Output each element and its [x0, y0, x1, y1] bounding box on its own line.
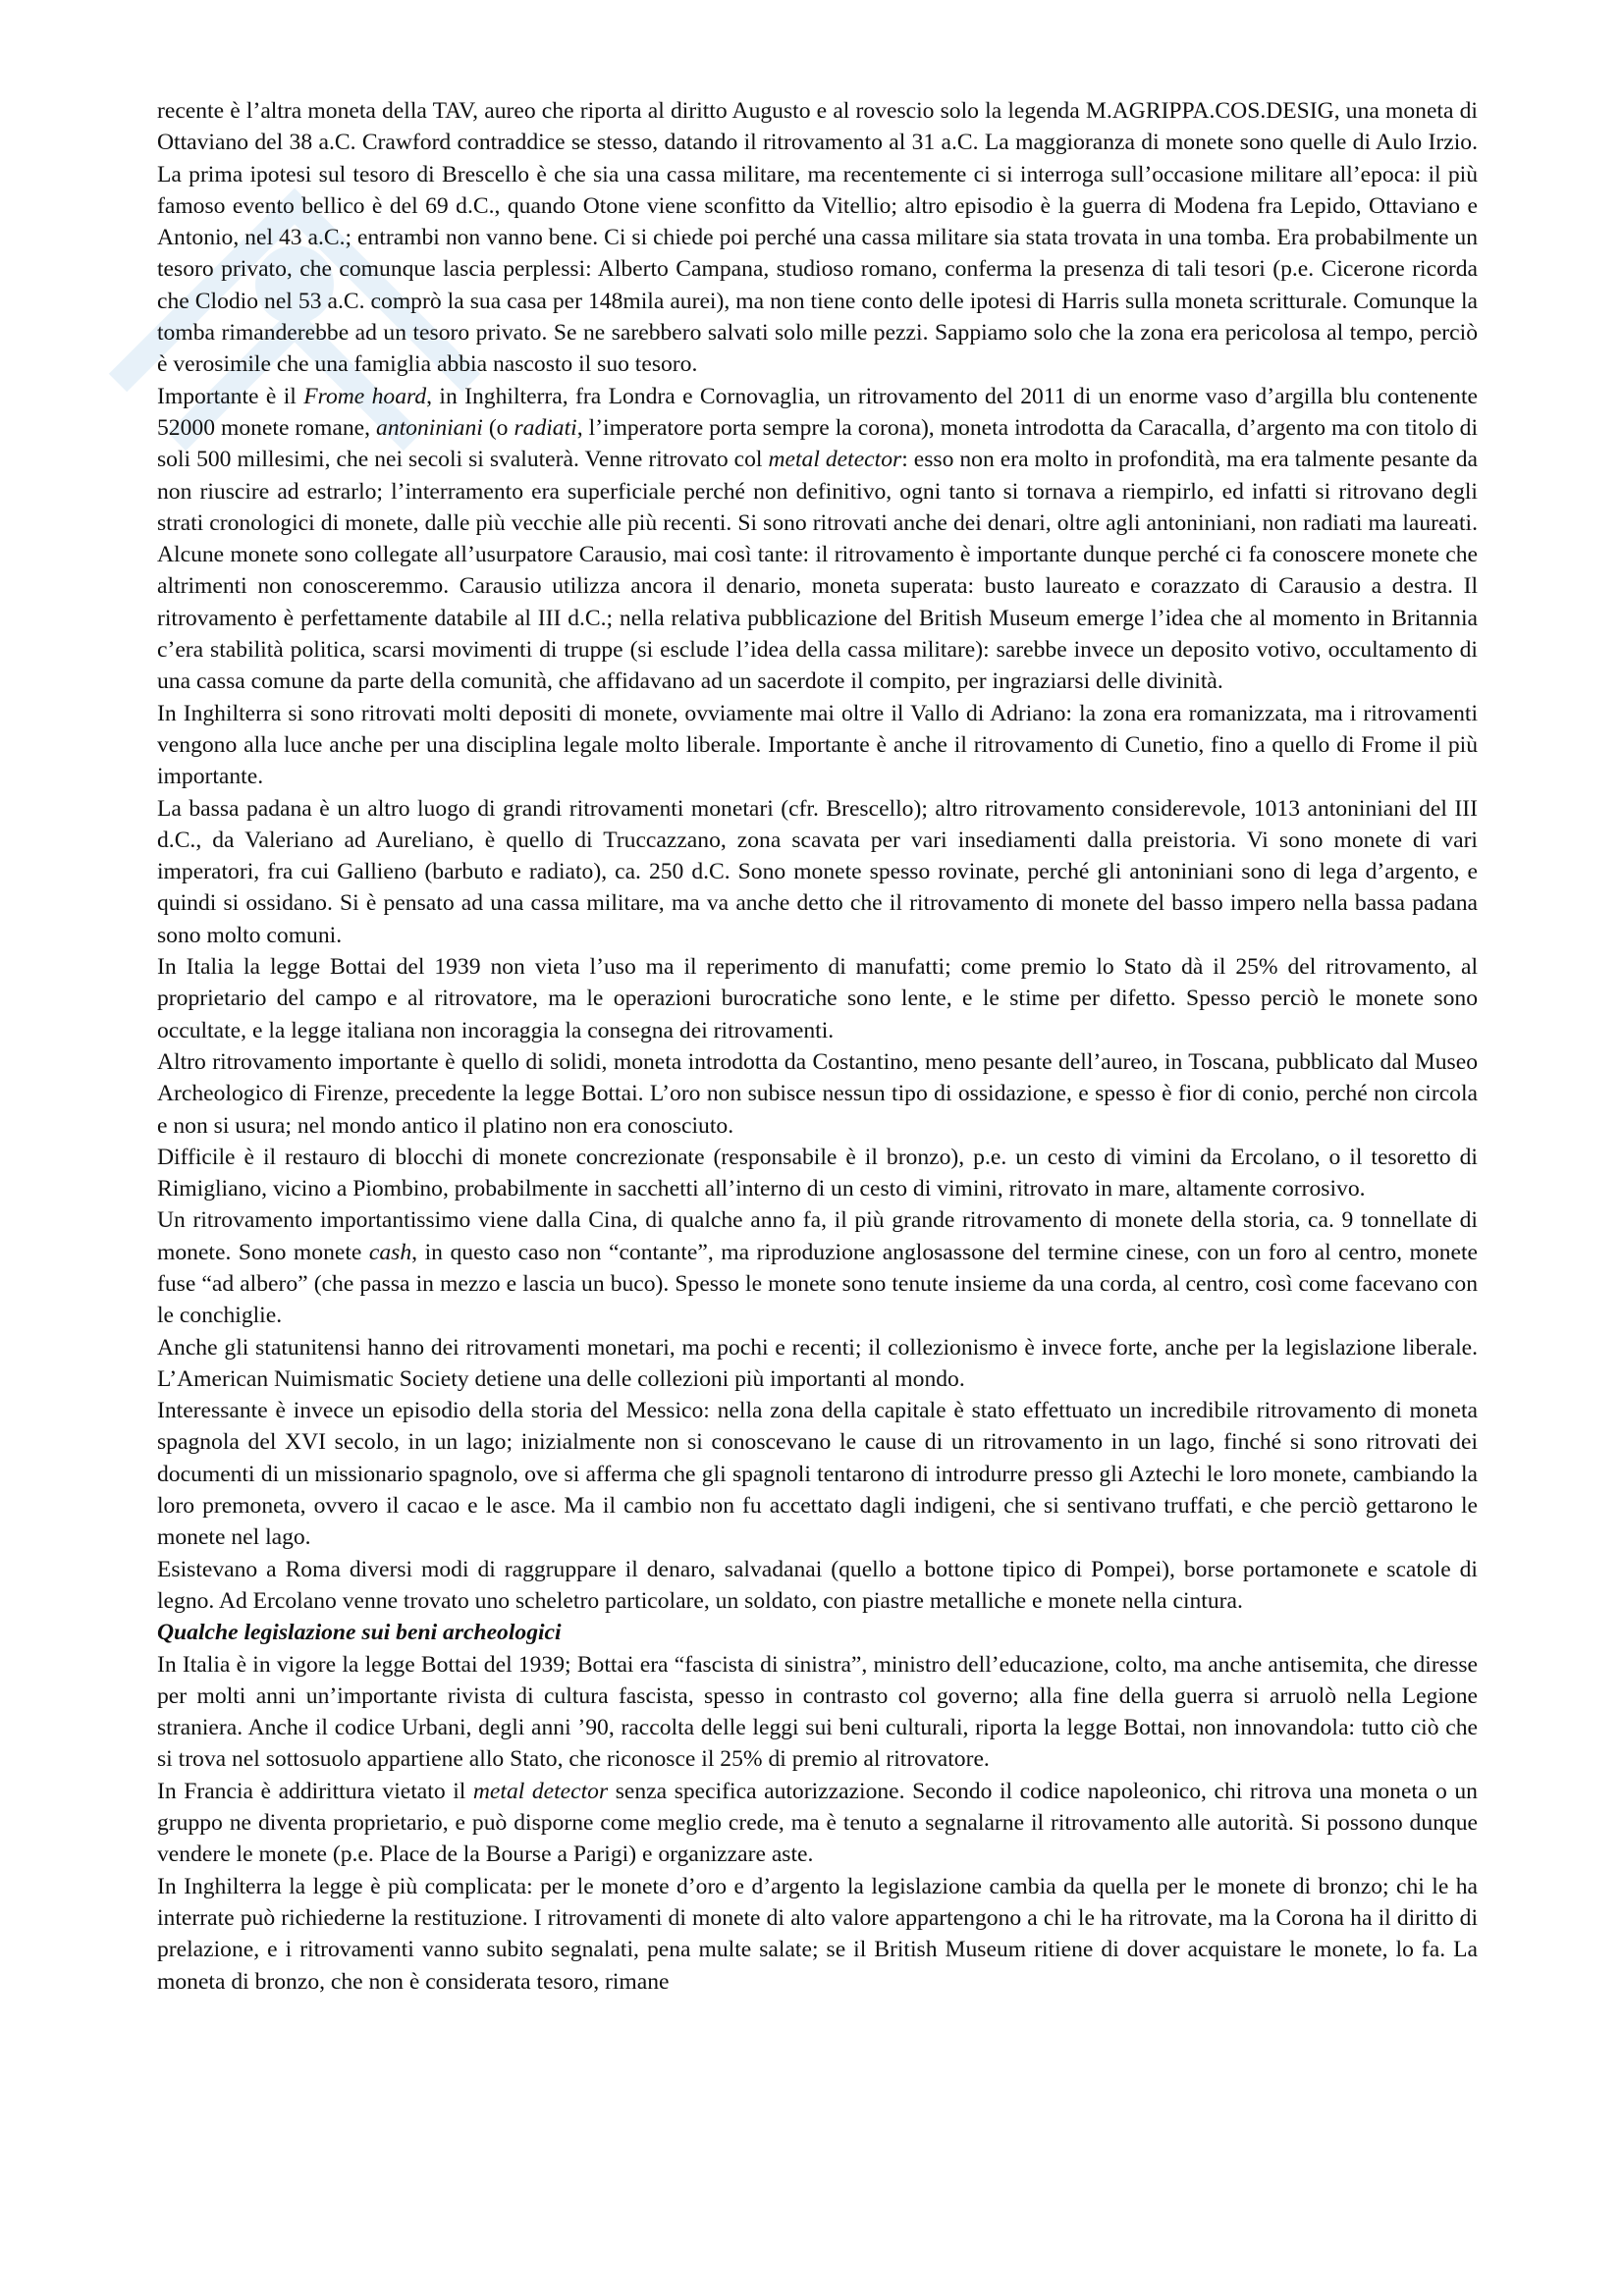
document-body — [157, 95, 1478, 1998]
paragraph: In Italia è in vigore la legge Bottai del 1939; Bottai era “fascista di sinistra”, ministro dell’educazione, colto, ma anche antisemita, che diresse per molti anni un’importante rivista di cultura fascista, spesso in contrasto col governo; alla fine della guerra si arruolò nella Legione straniera. Anche il codice Urbani, degli anni ’90, raccolta delle leggi sui beni culturali, riporta la legge Bottai, non innovandola: tutto ciò che si trova nel sottosuolo appartiene allo Stato, che riconosce il 25% di premio al ritrovatore. — [157, 1651, 1478, 1773]
paragraph: Difficile è il restauro di blocchi di monete concrezionate (responsabile è il bronzo), p.e. un cesto di vimini da Ercolano, o il tesoretto di Rimigliano, vicino a Piombino, probabilmente in sacchetti all’interno di un cesto di vimini, ritrovato in mare, altamente corrosivo. — [157, 1144, 1478, 1202]
paragraph: Esistevano a Roma diversi modi di raggruppare il denaro, salvadanai (quello a bottone tipico di Pompei), borse portamonete e scatole di legno. Ad Ercolano venne trovato uno scheletro particolare, un soldato, con piastre metalliche e monete nella cintura. — [157, 1556, 1478, 1614]
section-heading: Qualche legislazione sui beni archeologici — [157, 1620, 562, 1646]
paragraph: Altro ritrovamento importante è quello di solidi, moneta introdotta da Costantino, meno pesante dell’aureo, in Toscana, pubblicato dal Museo Archeologico di Firenze, precedente la legge Bottai. L’oro non subisce nessun tipo di ossidazione, e spesso è fior di conio, perché non circola e non si usura; nel mondo antico il platino non era conosciuto. — [157, 1048, 1478, 1139]
paragraph: La bassa padana è un altro luogo di grandi ritrovamenti monetari (cfr. Brescello); altro ritrovamento considerevole, 1013 antoniniani del III d.C., da Valeriano ad Aureliano, è quello di Truccazzano, zona scavata per vari insediamenti dalla preistoria. Vi sono monete di vari imperatori, fra cui Gallieno (barbuto e radiato), ca. 250 d.C. Sono monete spesso rovinate, perché gli antoniniani sono di lega d’argento, e quindi si ossidano. Si è pensato ad una cassa militare, ma va anche detto che il ritrovamento di monete del basso impero nella bassa padana sono molto comuni. — [157, 795, 1478, 948]
paragraph: Interessante è invece un episodio della storia del Messico: nella zona della capitale è stato effettuato un incredibile ritrovamento di moneta spagnola del XVI secolo, in un lago; inizialmente non si conoscevano le cause di un ritrovamento in un lago, finché si sono ritrovati dei documenti di un missionario spagnolo, ove si afferma che gli spagnoli tentarono di introdurre presso gli Aztechi le loro monete, cambiando la loro premoneta, ovvero il cacao e le asce. Ma il cambio non fu accettato dagli indigeni, che si sentivano truffati, e che perciò gettarono le monete nel lago. — [157, 1398, 1478, 1551]
paragraph: Un ritrovamento importantissimo viene dalla Cina, di qualche anno fa, il più grande ritrovamento di monete della storia, ca. 9 tonnellate di monete. Sono monete cash, in questo caso non “contante”, ma riproduzione anglosassone del termine cinese, con un foro al centro, monete fuse “ad albero” (che passa in mezzo e lascia un buco). Spesso le monete sono tenute insieme da una corda, al centro, così come facevano con le conchiglie. — [157, 1207, 1479, 1329]
paragraph: In Italia la legge Bottai del 1939 non vieta l’uso ma il reperimento di manufatti; come premio lo Stato dà il 25% del ritrovamento, al proprietario del campo e al ritrovatore, ma le operazioni burocratiche sono lente, e le stime per difetto. Spesso perciò le monete sono occultate, e la legge italiana non incoraggia la consegna dei ritrovamenti. — [157, 954, 1478, 1043]
paragraph: In Inghilterra si sono ritrovati molti depositi di monete, ovviamente mai oltre il Vallo di Adriano: la zona era romanizzata, ma i ritrovamenti vengono alla luce anche per una disciplina legale molto liberale. Importante è anche il ritrovamento di Cunetio, fino a quello di Frome il più importante. — [157, 700, 1478, 790]
paragraph: recente è l’altra moneta della TAV, aureo che riporta al diritto Augusto e al rovescio solo la legenda M.AGRIPPA.COS.DESIG, una moneta di Ottaviano del 38 a.C. Crawford contraddice se stesso, datando il ritrovamento al 31 a.C. La maggioranza di monete sono quelle di Aulo Irzio. La prima ipotesi sul tesoro di Brescello è che sia una cassa militare, ma recentemente ci si interroga sull’occasione militare all’epoca: il più famoso evento bellico è del 69 d.C., quando Otone viene sconfitto da Vitellio; altro episodio è la guerra di Modena fra Lepido, Ottaviano e Antonio, nel 43 a.C.; entrambi non vanno bene. Ci si chiede poi perché una cassa militare sia stata trovata in una tomba. Era probabilmente un tesoro privato, che comunque lascia perplessi: Alberto Campana, studioso romano, conferma la presenza di tali tesori (p.e. Cicerone ricorda che Clodio nel 53 a.C. comprò la sua casa per 148mila aurei), ma non tiene conto delle ipotesi di Harris sulla moneta scritturale. Comunque la tomba rimanderebbe ad un tesoro privato. Se ne sarebbero salvati solo mille pezzi. Sappiamo solo che la zona era pericolosa al tempo, perciò è verosimile che una famiglia abbia nascosto il suo tesoro. — [157, 98, 1478, 378]
paragraph: Anche gli statunitensi hanno dei ritrovamenti monetari, ma pochi e recenti; il collezionismo è invece forte, anche per la legislazione liberale. L’American Nuimismatic Society detiene una delle collezioni più importanti al mondo. — [157, 1334, 1478, 1392]
paragraph: Importante è il Frome hoard, in Inghilterra, fra Londra e Cornovaglia, un ritrovamento del 2011 di un enorme vaso d’argilla blu contenente 52000 monete romane, antoniniani (o radiati, l’imperatore porta sempre la corona), moneta introdotta da Caracalla, d’argento ma con titolo di soli 500 millesimi, che nei secoli si svaluterà. Venne ritrovato col metal detector: esso non era molto in profondità, ma era talmente pesante da non riuscire ad estrarlo; l’interramento era superficiale perché non definitivo, ogni tanto si tornava a riempirlo, ed infatti si ritrovano degli strati cronologici di monete, dalle più vecchie alle più recenti. Si sono ritrovati anche dei denari, oltre agli antoniniani, non radiati ma laureati. Alcune monete sono collegate all’usurpatore Carausio, mai così tante: il ritrovamento è importante dunque perché ci fa conoscere monete che altrimenti non conosceremmo. Carausio utilizza ancora il denario, moneta superata: busto laureato e corazzato di Carausio a destra. Il ritrovamento è perfettamente databile al III d.C.; nella relativa pubblicazione del British Museum emerge l’idea che al momento in Britannia c’era stabilità politica, scarsi movimenti di truppe (si esclude l’idea della cassa militare): sarebbe invece un deposito votivo, occultamento di una cassa comune da parte della comunità, che affidavano ad un sacerdote il compito, per ingraziarsi delle divinità. — [157, 383, 1478, 695]
paragraph: In Francia è addirittura vietato il metal detector senza specifica autorizzazione. Secondo il codice napoleonico, chi ritrova una moneta o un gruppo ne diventa proprietario, e può disporne come meglio crede, ma è tenuto a segnalarne il ritrovamento alle autorità. Si possono dunque vendere le monete (p.e. Place de la Bourse a Parigi) e organizzare aste. — [157, 1778, 1478, 1868]
paragraph: In Inghilterra la legge è più complicata: per le monete d’oro e d’argento la legislazione cambia da quella per le monete di bronzo; chi le ha interrate può richiederne la restituzione. I ritrovamenti di monete di alto valore appartengono a chi le ha ritrovate, ma la Corona ha il diritto di prelazione, e i ritrovamenti vanno subito segnalati, pena multe salate; se il British Museum ritiene di dover acquistare le monete, lo fa. La moneta di bronzo, che non è considerata tesoro, rimane — [157, 1873, 1478, 1995]
